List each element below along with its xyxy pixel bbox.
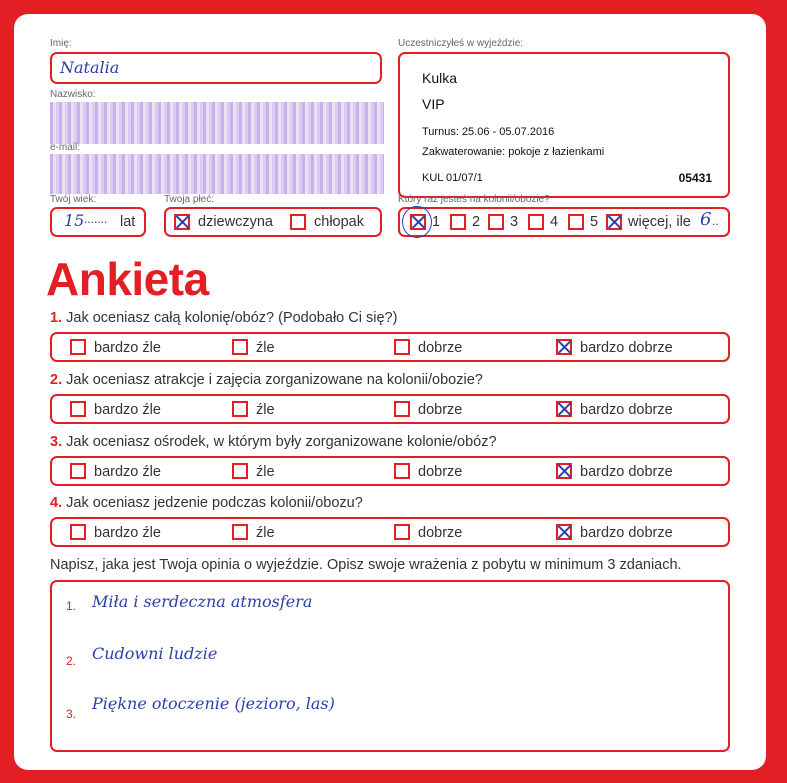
opinion-num-2: 2. <box>66 654 77 668</box>
trip-label: Uczestniczyłeś w wyjeździe: <box>398 38 524 49</box>
trip-variant: VIP <box>422 96 445 112</box>
gender-label: Twoja płeć: <box>164 194 215 205</box>
times-4-label: 4 <box>550 214 559 230</box>
q3-bardzo-zle-checkbox[interactable] <box>70 463 86 479</box>
circle-mark <box>402 206 432 238</box>
opinion-num-1: 1. <box>66 599 77 613</box>
surname-label: Nazwisko: <box>50 89 96 100</box>
survey-sheet <box>14 14 766 770</box>
q3-dobrze-checkbox[interactable] <box>394 463 410 479</box>
times-1-label: 1 <box>432 214 441 230</box>
q4-zle-checkbox[interactable] <box>232 524 248 540</box>
question-2: 2. Jak oceniasz atrakcje i zajęcia zorganizowane na kolonii/obozie? <box>50 372 483 388</box>
q2-bardzo-dobrze-label: bardzo dobrze <box>580 402 673 418</box>
q4-dobrze-label: dobrze <box>418 525 463 541</box>
q2-bardzo-zle-label: bardzo źle <box>94 402 161 418</box>
answer-row-4 <box>50 517 730 547</box>
name-value: Natalia <box>60 58 120 77</box>
q3-bardzo-dobrze-label: bardzo dobrze <box>580 464 673 480</box>
q1-zle-checkbox[interactable] <box>232 339 248 355</box>
age-label: Twój wiek: <box>50 194 97 205</box>
q4-bardzo-dobrze-label: bardzo dobrze <box>580 525 673 541</box>
opinion-prompt: Napisz, jaka jest Twoja opinia o wyjeździe. Opisz swoje wrażenia z pobytu w minimum 3 zdaniach. <box>50 557 682 573</box>
trip-turnus: Turnus: 25.06 - 05.07.2016 <box>422 126 555 138</box>
gender-boy-label: chłopak <box>314 214 364 230</box>
q2-zle-label: źle <box>256 402 275 418</box>
q2-zle-checkbox[interactable] <box>232 401 248 417</box>
gender-field <box>164 207 382 237</box>
times-more-value: 6 <box>700 209 712 230</box>
times-more-checkbox[interactable] <box>606 214 622 230</box>
q4-bardzo-dobrze-checkbox[interactable] <box>556 524 572 540</box>
gender-boy-checkbox[interactable] <box>290 214 306 230</box>
opinion-field[interactable] <box>50 580 730 752</box>
times-3-checkbox[interactable] <box>488 214 504 230</box>
times-2-label: 2 <box>472 214 481 230</box>
q1-bardzo-dobrze-checkbox[interactable] <box>556 339 572 355</box>
email-redacted <box>50 154 384 194</box>
q3-dobrze-label: dobrze <box>418 464 463 480</box>
q1-zle-label: źle <box>256 340 275 356</box>
gender-girl-label: dziewczyna <box>198 214 273 230</box>
name-field[interactable] <box>50 52 382 84</box>
question-1: 1. Jak oceniasz całą kolonię/obóz? (Podobało Ci się?) <box>50 310 398 326</box>
q2-bardzo-dobrze-checkbox[interactable] <box>556 401 572 417</box>
trip-ticket <box>398 52 730 198</box>
q1-bardzo-dobrze-label: bardzo dobrze <box>580 340 673 356</box>
gender-girl-checkbox[interactable] <box>174 214 190 230</box>
name-label: Imię: <box>50 38 72 49</box>
q4-bardzo-zle-label: bardzo źle <box>94 525 161 541</box>
q3-zle-label: źle <box>256 464 275 480</box>
q3-zle-checkbox[interactable] <box>232 463 248 479</box>
opinion-num-3: 3. <box>66 707 77 721</box>
answer-row-2 <box>50 394 730 424</box>
q2-dobrze-checkbox[interactable] <box>394 401 410 417</box>
times-5-checkbox[interactable] <box>568 214 584 230</box>
q4-bardzo-zle-checkbox[interactable] <box>70 524 86 540</box>
answer-row-3 <box>50 456 730 486</box>
q1-bardzo-zle-checkbox[interactable] <box>70 339 86 355</box>
times-label: Który raz jesteś na kolonii/obozie? <box>398 194 550 205</box>
opinion-line-1: Miła i serdeczna atmosfera <box>92 592 313 611</box>
question-4: 4. Jak oceniasz jedzenie podczas kolonii/obozu? <box>50 495 363 511</box>
q4-dobrze-checkbox[interactable] <box>394 524 410 540</box>
age-unit: lat <box>120 214 136 230</box>
times-3-label: 3 <box>510 214 519 230</box>
opinion-line-3: Piękne otoczenie (jezioro, las) <box>92 694 335 713</box>
times-2-checkbox[interactable] <box>450 214 466 230</box>
opinion-line-2: Cudowni ludzie <box>92 644 218 663</box>
times-4-checkbox[interactable] <box>528 214 544 230</box>
survey-title: Ankieta <box>46 253 209 305</box>
q1-bardzo-zle-label: bardzo źle <box>94 340 161 356</box>
times-more-label: więcej, ile <box>628 214 691 230</box>
age-value: 15 <box>64 211 85 230</box>
trip-accommodation: Zakwaterowanie: pokoje z łazienkami <box>422 146 605 158</box>
email-label: e-mail: <box>50 142 81 153</box>
q1-dobrze-checkbox[interactable] <box>394 339 410 355</box>
q4-zle-label: źle <box>256 525 275 541</box>
question-3: 3. Jak oceniasz ośrodek, w którym były zorganizowane kolonie/obóz? <box>50 434 497 450</box>
q3-bardzo-zle-label: bardzo źle <box>94 464 161 480</box>
q3-bardzo-dobrze-checkbox[interactable] <box>556 463 572 479</box>
times-field: 1 2 3 4 5 więcej, ile 6 .. <box>398 207 730 237</box>
answer-row-1 <box>50 332 730 362</box>
times-5-label: 5 <box>590 214 599 230</box>
trip-number: 05431 <box>678 171 712 185</box>
surname-redacted <box>50 102 384 144</box>
age-field[interactable]: 15 ....... lat <box>50 207 146 237</box>
trip-name: Kulka <box>422 70 458 86</box>
q2-dobrze-label: dobrze <box>418 402 463 418</box>
q1-dobrze-label: dobrze <box>418 340 463 356</box>
trip-code: KUL 01/07/1 <box>422 172 483 184</box>
q2-bardzo-zle-checkbox[interactable] <box>70 401 86 417</box>
